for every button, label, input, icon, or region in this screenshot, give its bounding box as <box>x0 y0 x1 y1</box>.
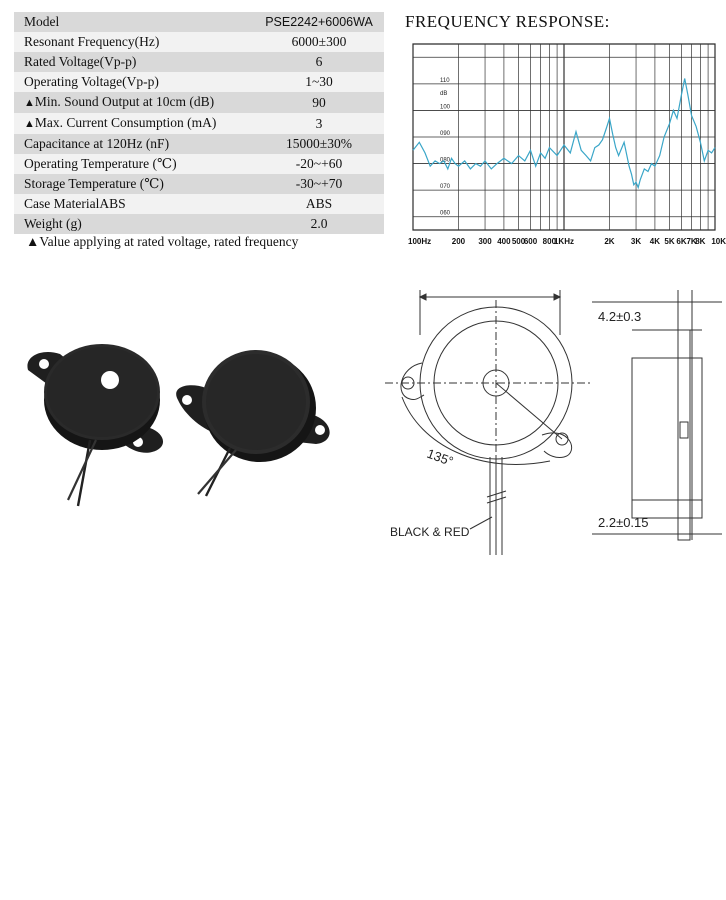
chart-y-tick-label: 100 <box>440 104 451 111</box>
chart-y-tick-label: dB <box>440 91 448 98</box>
spec-row <box>14 214 384 234</box>
spec-row <box>14 32 384 52</box>
spec-value: -30~+70 <box>254 174 384 194</box>
chart-grid <box>413 44 715 230</box>
triangle-mark-icon: ▲ <box>24 97 35 109</box>
spec-row <box>14 72 384 92</box>
angle-label: 135° <box>424 445 456 470</box>
wire-label: BLACK & RED <box>390 525 470 539</box>
chart-x-tick-label: 5K <box>664 237 675 246</box>
chart-y-tick-label: 090 <box>440 131 451 137</box>
spec-row <box>14 174 384 194</box>
spec-label <box>14 194 254 214</box>
chart-x-tick-label: 800 <box>542 237 557 246</box>
spec-header-label: Model <box>14 12 254 32</box>
chart-x-tick-label: 3K <box>630 237 642 246</box>
spec-label-text: Resonant Frequency(Hz) <box>24 34 160 49</box>
spec-footnote: ▲Value applying at rated voltage, rated frequency <box>26 234 299 249</box>
chart-x-tick-label: 300 <box>478 237 492 246</box>
spec-value: 6 <box>254 52 384 72</box>
chart-x-tick-label: 8K <box>695 237 706 246</box>
chart-y-tick-label: 060 <box>440 210 451 217</box>
dim-bottom-label: 2.2±0.15 <box>598 515 649 530</box>
spec-label <box>14 72 254 92</box>
spec-label-text: Operating Temperature (℃) <box>24 156 177 171</box>
spec-label <box>14 52 254 72</box>
spec-label-text: Rated Voltage(Vp-p) <box>24 54 137 69</box>
spec-label <box>14 134 254 154</box>
spec-label <box>14 174 254 194</box>
front-view-drawing <box>380 285 600 565</box>
chart-x-tick-label: 400 <box>497 237 511 246</box>
side-view-drawing <box>592 290 722 550</box>
product-photo <box>20 330 340 520</box>
spec-value: 1~30 <box>254 72 384 92</box>
spec-label <box>14 32 254 52</box>
spec-label-text: Min. Sound Output at 10cm (dB) <box>34 94 215 109</box>
spec-label <box>14 113 254 134</box>
dim-top-label: 4.2±0.3 <box>598 309 642 324</box>
chart-x-tick-label: 200 <box>451 237 466 246</box>
chart-x-tick-label: 6K <box>676 237 687 246</box>
mount-hole-left <box>182 395 192 405</box>
spec-label-text: Case MaterialABS <box>24 196 126 211</box>
spec-header-row <box>14 12 384 32</box>
chart-x-tick-label: 4K <box>649 237 661 246</box>
chart-x-tick-label: 2K <box>604 237 615 246</box>
chart-title: FREQUENCY RESPONSE: <box>405 12 610 31</box>
chart-y-tick-label: 080 <box>440 157 451 164</box>
spec-label <box>14 214 254 234</box>
spec-value: 3 <box>254 113 384 134</box>
spec-row <box>14 194 384 214</box>
frequency-response-chart <box>404 36 726 250</box>
chart-x-tick-label: 10K <box>711 237 726 246</box>
spec-value: 2.0 <box>254 214 384 234</box>
mount-hole-right <box>315 425 325 435</box>
spec-label-text: Capacitance at 120Hz (nF) <box>24 136 170 151</box>
spec-value: 90 <box>254 92 384 113</box>
spec-header-model: PSE2242+6006WA <box>254 12 384 32</box>
spec-value: 15000±30% <box>254 134 384 154</box>
spec-value: ABS <box>254 194 384 214</box>
spec-label <box>14 154 254 174</box>
spec-label-text: Weight (g) <box>24 216 82 231</box>
spec-row <box>14 134 384 154</box>
spec-row <box>14 92 384 113</box>
chart-x-tick-label: 600 <box>523 237 538 246</box>
spec-value: 6000±300 <box>254 32 384 52</box>
spec-row <box>14 52 384 72</box>
chart-y-tick-label: 070 <box>440 184 451 191</box>
sound-hole <box>101 371 119 389</box>
chart-x-tick-label: 1KHz <box>553 237 575 246</box>
chart-y-tick-label: 110 <box>440 77 450 84</box>
spec-label-text: Max. Current Consumption (mA) <box>34 115 217 130</box>
chart-x-tick-label: 100Hz <box>408 237 432 246</box>
spec-label <box>14 92 254 113</box>
buzzer-right-illustration <box>176 350 329 496</box>
spec-row <box>14 113 384 134</box>
chart-x-tick-label: 7K <box>686 237 697 246</box>
mount-hole-left <box>39 359 49 369</box>
spec-value: -20~+60 <box>254 154 384 174</box>
buzzer-left-illustration <box>27 344 163 506</box>
chart-x-tick-label: 500 <box>511 237 526 246</box>
spec-table <box>14 12 384 234</box>
spec-label-text: Storage Temperature (℃) <box>24 176 164 191</box>
chart-x-ticks <box>408 237 726 246</box>
triangle-mark-icon: ▲ <box>24 118 35 130</box>
spec-label-text: Operating Voltage(Vp-p) <box>24 74 159 89</box>
spec-row <box>14 154 384 174</box>
